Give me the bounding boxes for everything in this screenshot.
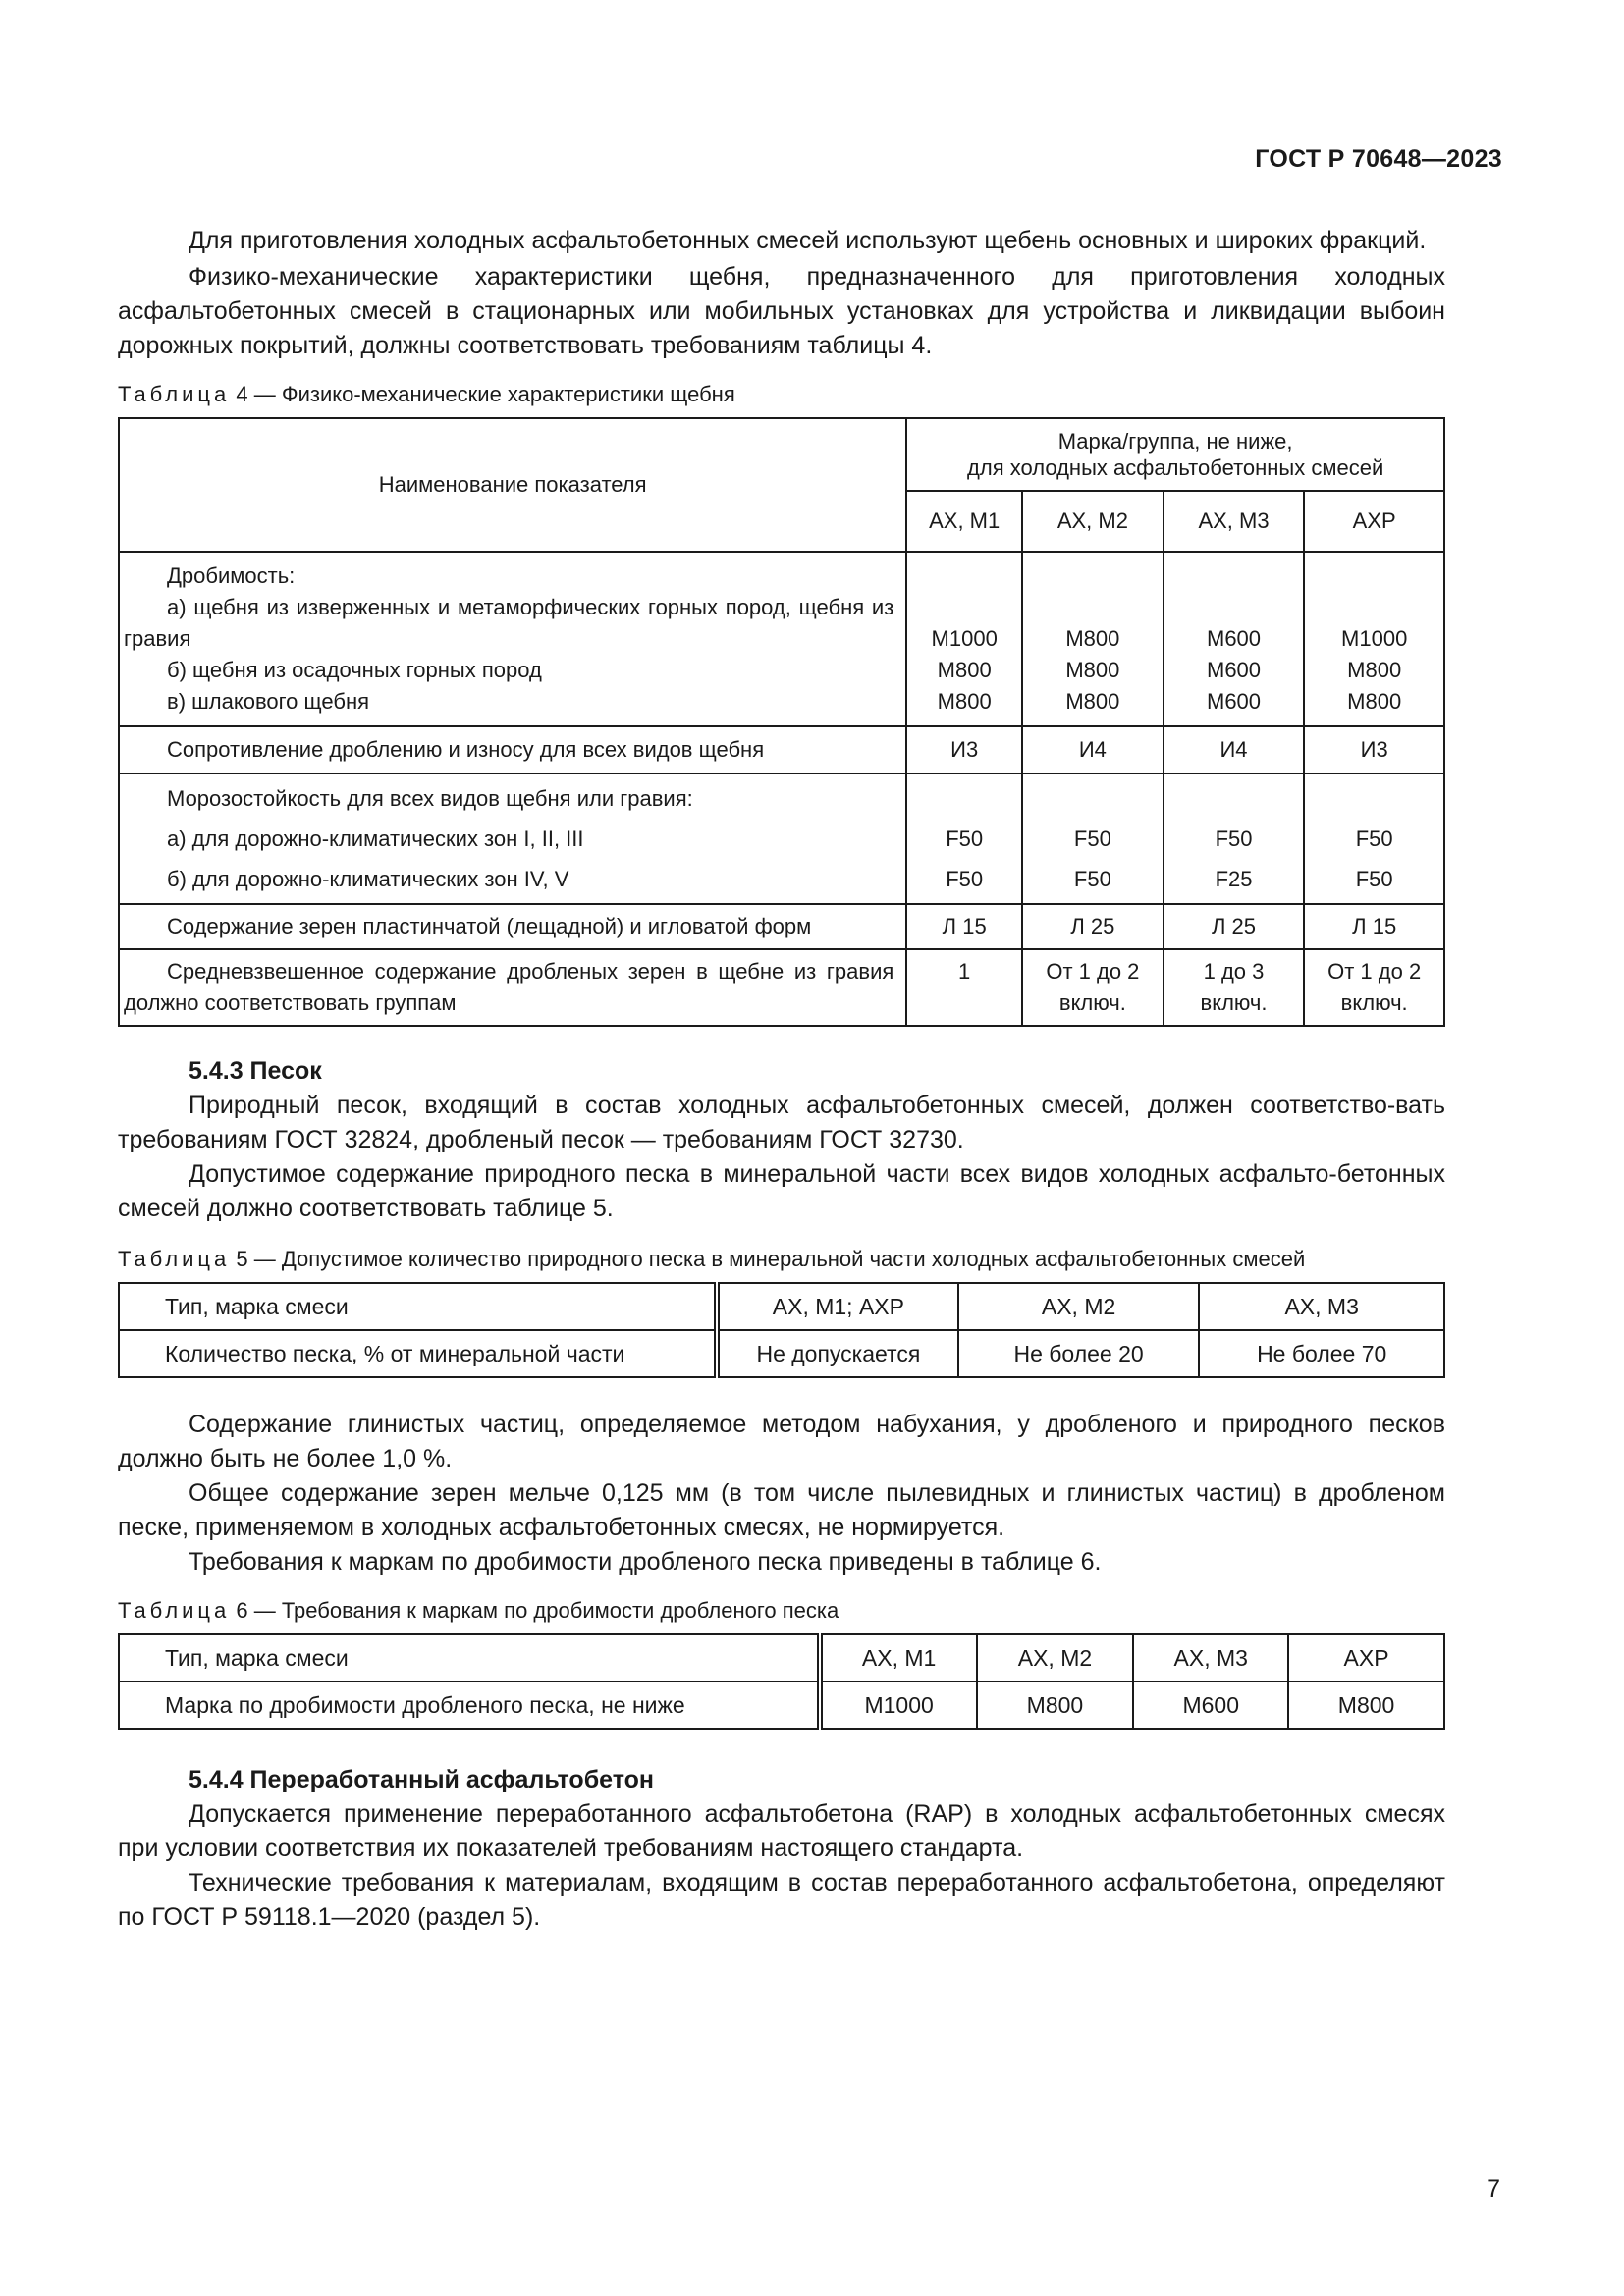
paragraph: Физико-механические характеристики щебня, предназначенного для приготовления холодных асфальтобетонных смесей в стационарных или мобильных установках для устройства и ликвидации выбоин дорожных покрытий, должны соответствовать требованиям таблицы 4. (118, 263, 1445, 359)
table-cell: Л 25 (1022, 904, 1164, 949)
table-4 (118, 417, 1445, 1027)
paragraph: Для приготовления холодных асфальтобетонных смесей используют щебень основных и широких фракций. (189, 227, 1427, 254)
table-group-header: Марка/группа, не ниже, для холодных асфальтобетонных смесей (906, 418, 1444, 491)
paragraph: Общее содержание зерен мельче 0,125 мм (в том числе пылевидных и глинистых частиц) в дробленом песке, применяемом в холодных асфальтобетонных смесях, не нормируется. (118, 1479, 1445, 1541)
table-cell: От 1 до 2 включ. (1022, 949, 1164, 1026)
table-row (119, 552, 1444, 726)
table-cell: 1 (906, 949, 1022, 1026)
table-cell: 1 до 3 включ. (1164, 949, 1305, 1026)
document-code: ГОСТ Р 70648—2023 (1255, 145, 1502, 173)
table-cell: М800 (977, 1682, 1134, 1729)
table-row (119, 1330, 1444, 1377)
table-5 (118, 1282, 1445, 1378)
paragraph: Содержание глинистых частиц, определяемое методом набухания, у дробленого и природного песков должно быть не более 1,0 %. (118, 1411, 1445, 1472)
table-cell: И4 (1022, 726, 1164, 774)
table-cell: Не допускается (717, 1330, 958, 1377)
paragraph: Допустимое содержание природного песка в минеральной части всех видов холодных асфальто-бетонных смесей должно соответствовать таблице 5. (118, 1160, 1445, 1222)
table-cell: АХР (1288, 1634, 1444, 1682)
table-cell: АХ, М3 (1199, 1283, 1444, 1330)
paragraph: Требования к маркам по дробимости дробленого песка приведены в таблице 6. (189, 1548, 1102, 1575)
table-row (119, 774, 1444, 904)
table-cell: Средневзвешенное содержание дробленых зерен в щебне из гравия должно соответствовать группам (119, 949, 906, 1026)
page-number: 7 (1487, 2175, 1500, 2203)
table-row (119, 904, 1444, 949)
page-content (118, 224, 1445, 1935)
table-6-caption: Таблица 6 — Требования к маркам по дробимости дробленого песка (118, 1598, 839, 1623)
table-5-caption: Таблица 5 — Допустимое количество природного песка в минеральной части холодных асфальтобетонных смесей (118, 1247, 1306, 1271)
table-cell: F50 F50 (1304, 774, 1444, 904)
table-column-header: АХ, М2 (1022, 491, 1164, 552)
table-cell: И3 (1304, 726, 1444, 774)
table-column-header: АХ, М1 (906, 491, 1022, 552)
table-cell: М1000 М800 М800 (1304, 552, 1444, 726)
table-cell: М600 (1133, 1682, 1288, 1729)
table-6 (118, 1633, 1445, 1730)
table-cell: F50 F25 (1164, 774, 1305, 904)
table-cell: АХ, М3 (1133, 1634, 1288, 1682)
table-header-cell: Наименование показателя (119, 418, 906, 552)
table-cell: Л 25 (1164, 904, 1305, 949)
table-cell: Сопротивление дроблению и износу для всех видов щебня (119, 726, 906, 774)
table-cell: АХ, М2 (958, 1283, 1200, 1330)
table-cell: От 1 до 2 включ. (1304, 949, 1444, 1026)
table-cell: Л 15 (906, 904, 1022, 949)
table-column-header: АХР (1304, 491, 1444, 552)
table-cell: Не более 20 (958, 1330, 1200, 1377)
table-cell: АХ, М2 (977, 1634, 1134, 1682)
table-cell: Количество песка, % от минеральной части (119, 1330, 717, 1377)
table-cell: Тип, марка смеси (119, 1634, 820, 1682)
table-cell: Содержание зерен пластинчатой (лещадной) и игловатой форм (119, 904, 906, 949)
table-cell: Дробимость: а) щебня из изверженных и метаморфических горных пород, щебня из гравия б) щебня из осадочных горных пород в) шлакового щебня (119, 552, 906, 726)
paragraph: Допускается применение переработанного асфальтобетона (RAP) в холодных асфальтобетонных смесях при условии соответствия их показателей требованиям настоящего стандарта. (118, 1800, 1445, 1862)
table-row (119, 1283, 1444, 1330)
table-cell: М800 М800 М800 (1022, 552, 1164, 726)
table-cell: F50 F50 (1022, 774, 1164, 904)
table-cell: Л 15 (1304, 904, 1444, 949)
table-4-caption: Таблица 4 — Физико-механические характеристики щебня (118, 382, 735, 406)
table-row (119, 1634, 1444, 1682)
paragraph: Природный песок, входящий в состав холодных асфальтобетонных смесей, должен соответство-вать требованиям ГОСТ 32824, дробленый песок — требованиям ГОСТ 32730. (118, 1092, 1445, 1153)
section-heading: 5.4.4 Переработанный асфальтобетон (189, 1766, 654, 1793)
table-row (119, 949, 1444, 1026)
table-cell: АХ, М1; АХР (717, 1283, 958, 1330)
table-cell: АХ, М1 (820, 1634, 977, 1682)
paragraph: Технические требования к материалам, входящим в состав переработанного асфальтобетона, определяют по ГОСТ Р 59118.1—2020 (раздел 5). (118, 1869, 1445, 1931)
table-cell: Тип, марка смеси (119, 1283, 717, 1330)
table-cell: И4 (1164, 726, 1305, 774)
table-cell: F50 F50 (906, 774, 1022, 904)
table-row (119, 726, 1444, 774)
table-cell: М800 (1288, 1682, 1444, 1729)
table-cell: М1000 М800 М800 (906, 552, 1022, 726)
table-cell: Марка по дробимости дробленого песка, не ниже (119, 1682, 820, 1729)
table-column-header: АХ, М3 (1164, 491, 1305, 552)
table-cell: Морозостойкость для всех видов щебня или гравия: а) для дорожно-климатических зон I, II, III б) для дорожно-климатических зон IV, V (119, 774, 906, 904)
table-cell: Не более 70 (1199, 1330, 1444, 1377)
table-cell: М600 М600 М600 (1164, 552, 1305, 726)
table-row (119, 1682, 1444, 1729)
table-cell: М1000 (820, 1682, 977, 1729)
table-cell: И3 (906, 726, 1022, 774)
section-heading: 5.4.3 Песок (189, 1057, 322, 1085)
